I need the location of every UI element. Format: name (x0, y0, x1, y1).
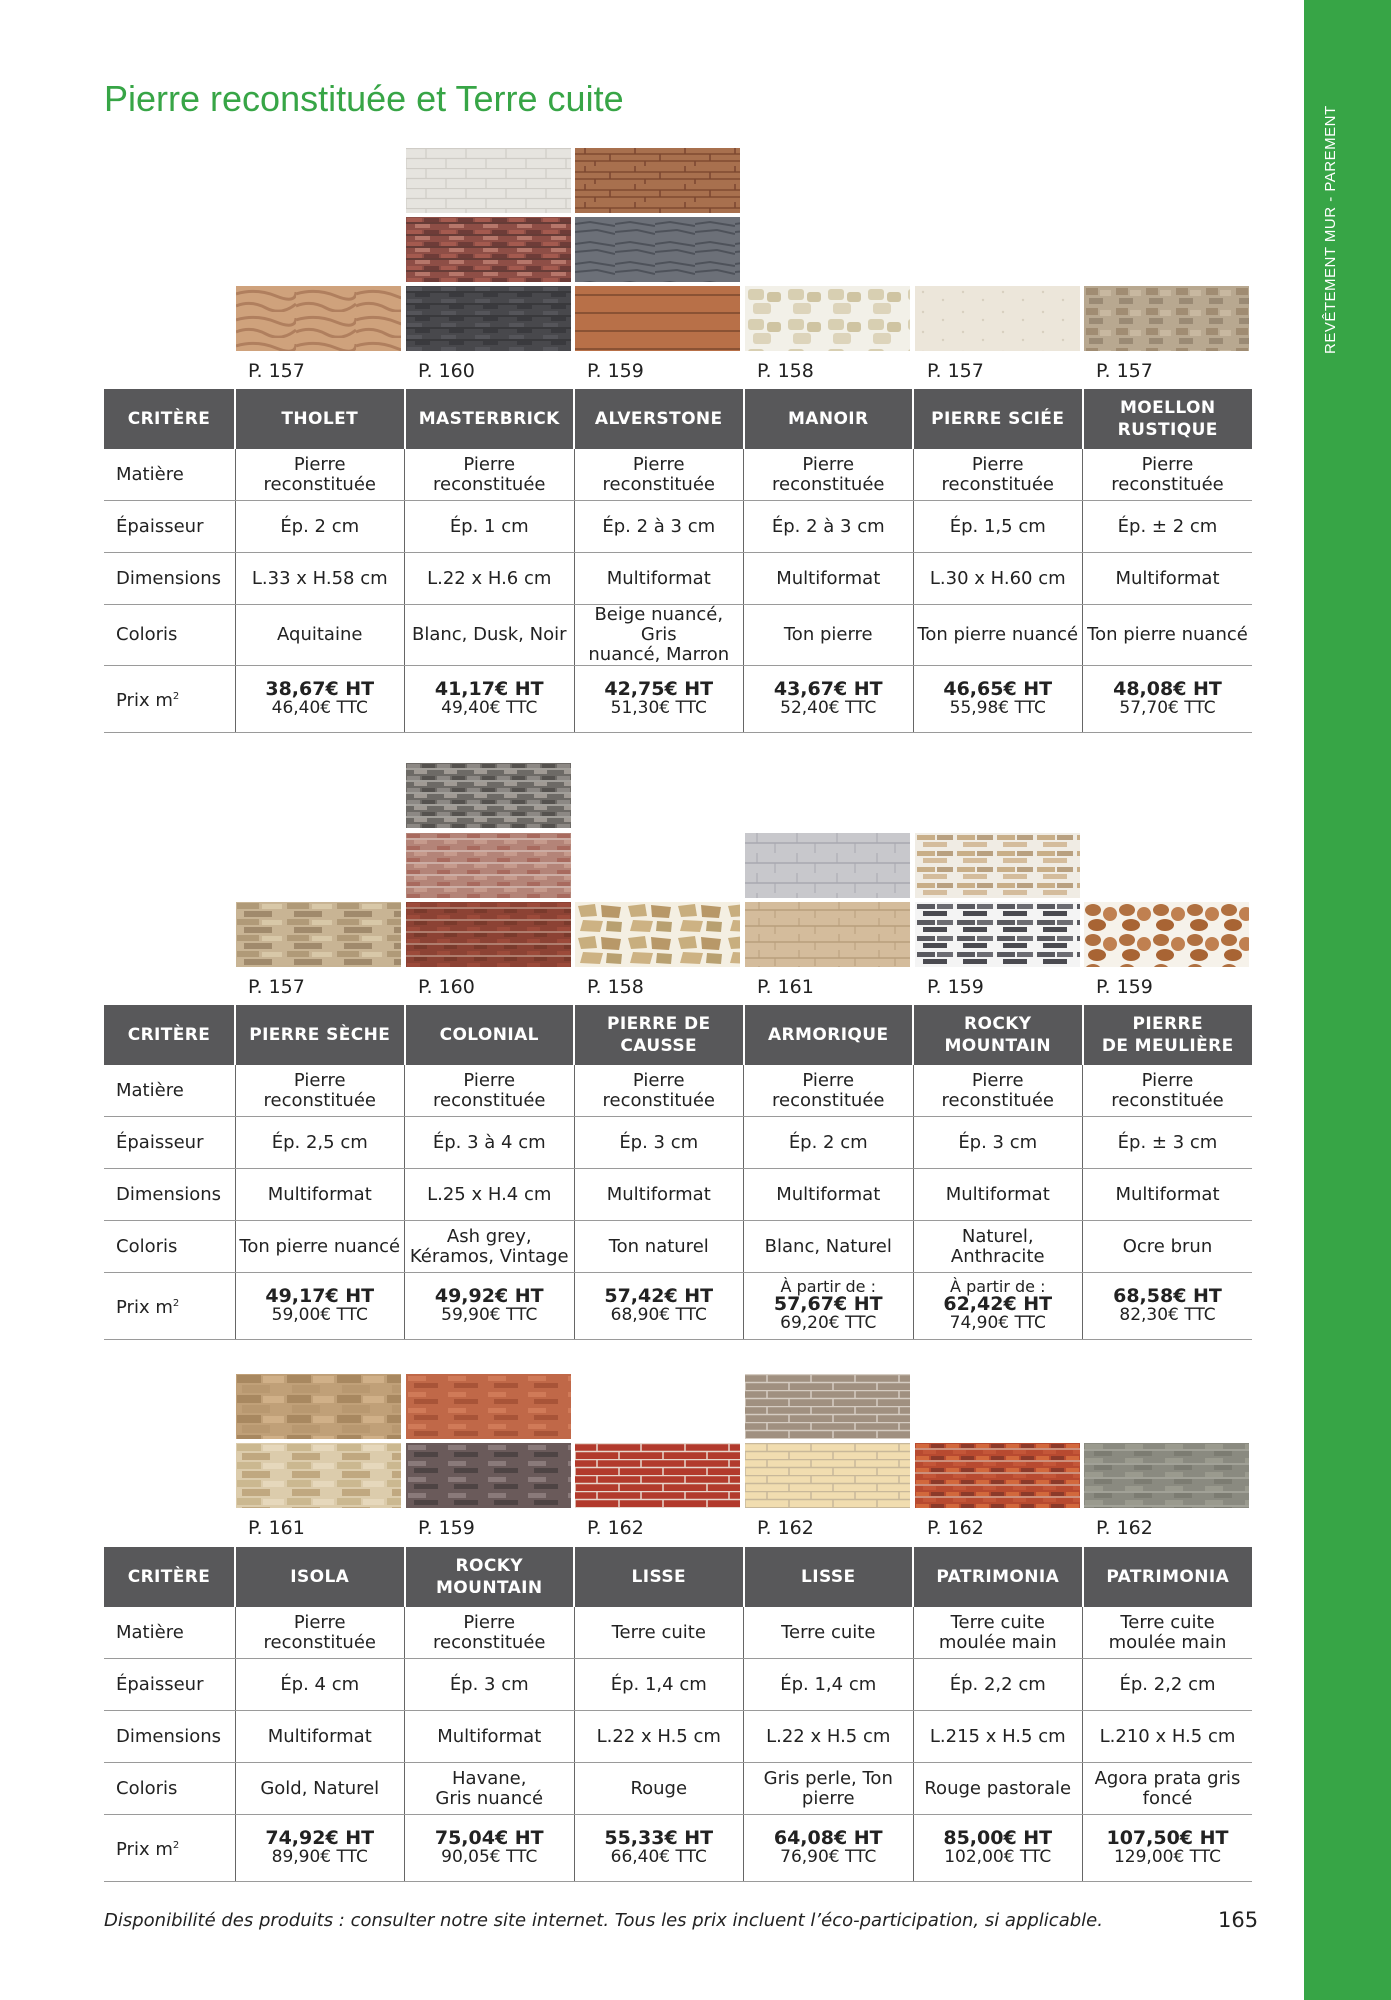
price-ht: 55,33€ HT (604, 1827, 714, 1849)
price-row (104, 666, 1252, 733)
swatch-lisse-grey (745, 1374, 910, 1439)
colors-cell: Beige nuancé, Gris nuancé, Marron (574, 605, 744, 666)
page-ref: P. 159 (1096, 976, 1153, 998)
product-name: COLONIAL (405, 1005, 575, 1065)
price-ttc: 74,90€ TTC (949, 1313, 1046, 1333)
dimensions-cell: Multiformat (235, 1711, 405, 1763)
thickness-cell: Ép. ± 2 cm (1083, 501, 1253, 553)
material-cell: Pierre reconstituée (235, 449, 405, 501)
page-ref: P. 159 (927, 976, 984, 998)
material-cell: Pierre reconstituée (744, 449, 914, 501)
row-label: Dimensions (104, 1169, 235, 1221)
swatch-armorique-beige (745, 902, 910, 967)
colors-cell: Naturel, Anthracite (913, 1221, 1083, 1273)
page-ref: P. 157 (927, 360, 984, 382)
price-ttc: 129,00€ TTC (1113, 1847, 1222, 1867)
colors-cell: Ton pierre nuancé (1083, 605, 1253, 666)
row-label: Matière (104, 1065, 235, 1117)
swatch-lisse-cream (745, 1443, 910, 1508)
thickness-cell: Ép. 4 cm (235, 1659, 405, 1711)
price-cell (1083, 1815, 1253, 1882)
price-ttc: 51,30€ TTC (610, 698, 707, 718)
price-ht: 49,92€ HT (434, 1285, 544, 1307)
thickness-row (104, 501, 1252, 553)
price-ht: 64,08€ HT (773, 1827, 883, 1849)
page-ref: P. 158 (587, 976, 644, 998)
dimensions-cell: L.25 x H.4 cm (405, 1169, 575, 1221)
swatch-rocky-mountain-orange (406, 1374, 571, 1439)
material-cell: Pierre reconstituée (574, 449, 744, 501)
page-ref: P. 162 (757, 1517, 814, 1539)
swatch-alverstone-rust (575, 148, 740, 213)
criterion-header: CRITÈRE (104, 389, 235, 449)
swatch-masterbrick-dark (406, 286, 571, 351)
swatch-armorique-grey (745, 833, 910, 898)
price-ttc: 59,00€ TTC (271, 1305, 368, 1325)
page-ref: P. 161 (757, 976, 814, 998)
thickness-cell: Ép. 2 cm (235, 501, 405, 553)
thickness-cell: Ép. 1,4 cm (574, 1659, 744, 1711)
product-name: MASTERBRICK (405, 389, 575, 449)
price-ttc: 102,00€ TTC (944, 1847, 1052, 1867)
price-cell (1083, 666, 1253, 733)
page-ref: P. 162 (927, 1517, 984, 1539)
price-ttc: 46,40€ TTC (271, 698, 368, 718)
page-number: 165 (1218, 1908, 1259, 1932)
material-cell: Pierre reconstituée (405, 1065, 575, 1117)
price-row (104, 1815, 1252, 1882)
price-ht: 46,65€ HT (943, 678, 1053, 700)
product-name: ALVERSTONE (574, 389, 744, 449)
spec-table-3 (104, 1547, 1252, 1882)
material-row (104, 449, 1252, 501)
product-name: ROCKY MOUNTAIN (913, 1005, 1083, 1065)
swatch-pierre-sciee (915, 286, 1080, 351)
product-name: THOLET (235, 389, 405, 449)
price-ht: 41,17€ HT (434, 678, 544, 700)
row-label-price: Prix $m^2$ (104, 1273, 235, 1340)
material-row (104, 1607, 1252, 1659)
price-ttc: 69,20€ TTC (780, 1313, 877, 1333)
material-cell: Terre cuite moulée main (913, 1607, 1083, 1659)
criterion-header: CRITÈRE (104, 1547, 235, 1607)
row-label: Coloris (104, 1221, 235, 1273)
dimensions-cell: Multiformat (744, 1169, 914, 1221)
price-prefix: À partir de : (950, 1277, 1046, 1296)
price-cell (1083, 1273, 1253, 1340)
swatch-pierre-de-meuliere (1084, 902, 1249, 967)
price-ttc: 68,90€ TTC (610, 1305, 707, 1325)
thickness-row (104, 1117, 1252, 1169)
thickness-cell: Ép. 3 cm (405, 1659, 575, 1711)
dimensions-row (104, 1169, 1252, 1221)
price-cell (913, 1815, 1083, 1882)
colors-cell: Ton pierre (744, 605, 914, 666)
colors-cell: Ton pierre nuancé (913, 605, 1083, 666)
swatch-pierre-de-causse (575, 902, 740, 967)
price-ht: 38,67€ HT (265, 678, 375, 700)
thickness-cell: Ép. 2 cm (744, 1117, 914, 1169)
dimensions-cell: Multiformat (405, 1711, 575, 1763)
header-row (104, 389, 1252, 449)
product-name: PATRIMONIA (913, 1547, 1083, 1607)
price-cell (405, 666, 575, 733)
material-cell: Pierre reconstituée (1083, 449, 1253, 501)
price-cell (405, 1273, 575, 1340)
dimensions-cell: Multiformat (574, 553, 744, 605)
row-label-price: Prix $m^2$ (104, 666, 235, 733)
page-ref: P. 157 (1096, 360, 1153, 382)
dimensions-row (104, 553, 1252, 605)
price-cell (913, 1273, 1083, 1340)
swatch-masterbrick-white (406, 148, 571, 213)
price-cell (235, 1273, 405, 1340)
product-name: MANOIR (744, 389, 914, 449)
colors-row (104, 1221, 1252, 1273)
thickness-cell: Ép. 3 cm (913, 1117, 1083, 1169)
thickness-cell: Ép. 1,5 cm (913, 501, 1083, 553)
header-row (104, 1547, 1252, 1607)
header-row (104, 1005, 1252, 1065)
colors-cell: Blanc, Dusk, Noir (405, 605, 575, 666)
sidebar-band (1304, 0, 1391, 2000)
swatch-rocky-mountain-mixed (406, 1443, 571, 1508)
price-cell (744, 666, 914, 733)
dimensions-cell: Multiformat (1083, 1169, 1253, 1221)
thickness-cell: Ép. 2,2 cm (913, 1659, 1083, 1711)
colors-cell: Ton naturel (574, 1221, 744, 1273)
price-ttc: 76,90€ TTC (780, 1847, 877, 1867)
colors-cell: Ton pierre nuancé (235, 1221, 405, 1273)
dimensions-cell: L.22 x H.5 cm (744, 1711, 914, 1763)
swatch-alverstone-clay (575, 286, 740, 351)
material-cell: Terre cuite moulée main (1083, 1607, 1253, 1659)
swatch-patrimonia-grey (1084, 1443, 1249, 1508)
price-ht: 75,04€ HT (434, 1827, 544, 1849)
row-label: Épaisseur (104, 501, 235, 553)
price-ht: 57,67€ HT (773, 1293, 883, 1315)
swatch-colonial-pink (406, 833, 571, 898)
dimensions-cell: L.22 x H.5 cm (574, 1711, 744, 1763)
price-ttc: 66,40€ TTC (610, 1847, 707, 1867)
material-cell: Pierre reconstituée (235, 1607, 405, 1659)
dimensions-cell: Multiformat (1083, 553, 1253, 605)
material-cell: Terre cuite (744, 1607, 914, 1659)
spec-table-1 (104, 389, 1252, 733)
row-label: Dimensions (104, 1711, 235, 1763)
criterion-header: CRITÈRE (104, 1005, 235, 1065)
price-ht: 107,50€ HT (1106, 1827, 1229, 1849)
spec-table-2 (104, 1005, 1252, 1340)
product-name: PIERRE DE CAUSSE (574, 1005, 744, 1065)
material-cell: Pierre reconstituée (235, 1065, 405, 1117)
price-ttc: 82,30€ TTC (1119, 1305, 1216, 1325)
dimensions-cell: L.30 x H.60 cm (913, 553, 1083, 605)
product-name: ARMORIQUE (744, 1005, 914, 1065)
product-name: LISSE (744, 1547, 914, 1607)
price-ht: 42,75€ HT (604, 678, 714, 700)
material-cell: Pierre reconstituée (744, 1065, 914, 1117)
swatch-patrimonia-red (915, 1443, 1080, 1508)
price-cell (574, 666, 744, 733)
dimensions-cell: L.210 x H.5 cm (1083, 1711, 1253, 1763)
row-label: Épaisseur (104, 1117, 235, 1169)
row-label: Matière (104, 1607, 235, 1659)
page-ref: P. 160 (418, 360, 475, 382)
swatch-masterbrick-red (406, 217, 571, 282)
swatch-rocky-mountain-dark (915, 902, 1080, 967)
price-cell (744, 1815, 914, 1882)
price-ttc: 49,40€ TTC (441, 698, 538, 718)
material-row (104, 1065, 1252, 1117)
page-ref: P. 162 (587, 1517, 644, 1539)
row-label: Coloris (104, 605, 235, 666)
price-ttc: 59,90€ TTC (441, 1305, 538, 1325)
price-ttc: 89,90€ TTC (271, 1847, 368, 1867)
product-name: PIERRE SCIÉE (913, 389, 1083, 449)
price-ht: 62,42€ HT (943, 1293, 1053, 1315)
price-ht: 49,17€ HT (265, 1285, 375, 1307)
page-title: Pierre reconstituée et Terre cuite (104, 78, 624, 119)
page-ref: P. 159 (587, 360, 644, 382)
swatch-tholet (236, 286, 401, 351)
thickness-cell: Ép. 2 à 3 cm (744, 501, 914, 553)
colors-cell: Rouge (574, 1763, 744, 1815)
price-prefix: À partir de : (780, 1277, 876, 1296)
dimensions-cell: L.215 x H.5 cm (913, 1711, 1083, 1763)
dimensions-cell: L.22 x H.6 cm (405, 553, 575, 605)
thickness-cell: Ép. 2,2 cm (1083, 1659, 1253, 1711)
price-ttc: 57,70€ TTC (1119, 698, 1216, 718)
price-ttc: 90,05€ TTC (441, 1847, 538, 1867)
swatch-manoir (745, 286, 910, 351)
colors-cell: Rouge pastorale (913, 1763, 1083, 1815)
dimensions-cell: Multiformat (744, 553, 914, 605)
product-name: ISOLA (235, 1547, 405, 1607)
colors-cell: Agora prata gris foncé (1083, 1763, 1253, 1815)
thickness-cell: Ép. 2,5 cm (235, 1117, 405, 1169)
dimensions-cell: Multiformat (235, 1169, 405, 1221)
row-label: Coloris (104, 1763, 235, 1815)
colors-cell: Blanc, Naturel (744, 1221, 914, 1273)
price-cell (405, 1815, 575, 1882)
product-name: MOELLON RUSTIQUE (1083, 389, 1253, 449)
price-ht: 68,58€ HT (1113, 1285, 1222, 1307)
swatch-isola-bottom (236, 1443, 401, 1508)
material-cell: Terre cuite (574, 1607, 744, 1659)
colors-cell: Havane, Gris nuancé (405, 1763, 575, 1815)
price-row (104, 1273, 1252, 1340)
price-cell (235, 1815, 405, 1882)
swatch-lisse-red (575, 1443, 740, 1508)
price-ht: 43,67€ HT (773, 678, 883, 700)
page-ref: P. 162 (1096, 1517, 1153, 1539)
colors-cell: Aquitaine (235, 605, 405, 666)
colors-cell: Ocre brun (1083, 1221, 1253, 1273)
thickness-cell: Ép. 3 cm (574, 1117, 744, 1169)
product-name: PIERRE SÈCHE (235, 1005, 405, 1065)
thickness-row (104, 1659, 1252, 1711)
price-cell (574, 1815, 744, 1882)
swatch-colonial-redbrown (406, 902, 571, 967)
swatch-rocky-mountain-beige (915, 833, 1080, 898)
thickness-cell: Ép. ± 3 cm (1083, 1117, 1253, 1169)
thickness-cell: Ép. 1,4 cm (744, 1659, 914, 1711)
dimensions-cell: Multiformat (913, 1169, 1083, 1221)
page-ref: P. 157 (248, 976, 305, 998)
product-name: ROCKY MOUNTAIN (405, 1547, 575, 1607)
row-label-price: Prix $m^2$ (104, 1815, 235, 1882)
row-label: Épaisseur (104, 1659, 235, 1711)
price-cell (574, 1273, 744, 1340)
row-label: Dimensions (104, 553, 235, 605)
price-ttc: 55,98€ TTC (949, 698, 1046, 718)
swatch-colonial-mixed (406, 763, 571, 828)
footnote: Disponibilité des produits : consulter notre site internet. Tous les prix incluent l’éco-participation, si applicable. (104, 1910, 1103, 1931)
swatch-pierre-seche (236, 902, 401, 967)
colors-cell: Gold, Naturel (235, 1763, 405, 1815)
swatch-moellon-rustique (1084, 286, 1249, 351)
page-ref: P. 158 (757, 360, 814, 382)
price-ht: 74,92€ HT (265, 1827, 375, 1849)
material-cell: Pierre reconstituée (405, 1607, 575, 1659)
colors-cell: Gris perle, Ton pierre (744, 1763, 914, 1815)
product-name: PIERRE DE MEULIÈRE (1083, 1005, 1253, 1065)
price-ttc: 52,40€ TTC (780, 698, 877, 718)
page-ref: P. 161 (248, 1517, 305, 1539)
material-cell: Pierre reconstituée (405, 449, 575, 501)
price-cell (235, 666, 405, 733)
page-ref: P. 160 (418, 976, 475, 998)
material-cell: Pierre reconstituée (913, 449, 1083, 501)
thickness-cell: Ép. 1 cm (405, 501, 575, 553)
material-cell: Pierre reconstituée (574, 1065, 744, 1117)
dimensions-cell: Multiformat (574, 1169, 744, 1221)
material-cell: Pierre reconstituée (913, 1065, 1083, 1117)
sidebar-label-text: REVÊTEMENT MUR - PAREMENT (1322, 105, 1339, 354)
page-ref: P. 157 (248, 360, 305, 382)
page-ref: P. 159 (418, 1517, 475, 1539)
price-ht: 48,08€ HT (1113, 678, 1222, 700)
dimensions-row (104, 1711, 1252, 1763)
swatch-alverstone-slate (575, 217, 740, 282)
price-ht: 85,00€ HT (943, 1827, 1053, 1849)
product-name: LISSE (574, 1547, 744, 1607)
thickness-cell: Ép. 2 à 3 cm (574, 501, 744, 553)
material-cell: Pierre reconstituée (1083, 1065, 1253, 1117)
colors-cell: Ash grey, Kéramos, Vintage (405, 1221, 575, 1273)
price-cell (744, 1273, 914, 1340)
swatch-isola-top (236, 1374, 401, 1439)
price-ht: 57,42€ HT (604, 1285, 714, 1307)
dimensions-cell: L.33 x H.58 cm (235, 553, 405, 605)
row-label: Matière (104, 449, 235, 501)
colors-row (104, 1763, 1252, 1815)
colors-row (104, 605, 1252, 666)
product-name: PATRIMONIA (1083, 1547, 1253, 1607)
thickness-cell: Ép. 3 à 4 cm (405, 1117, 575, 1169)
price-cell (913, 666, 1083, 733)
